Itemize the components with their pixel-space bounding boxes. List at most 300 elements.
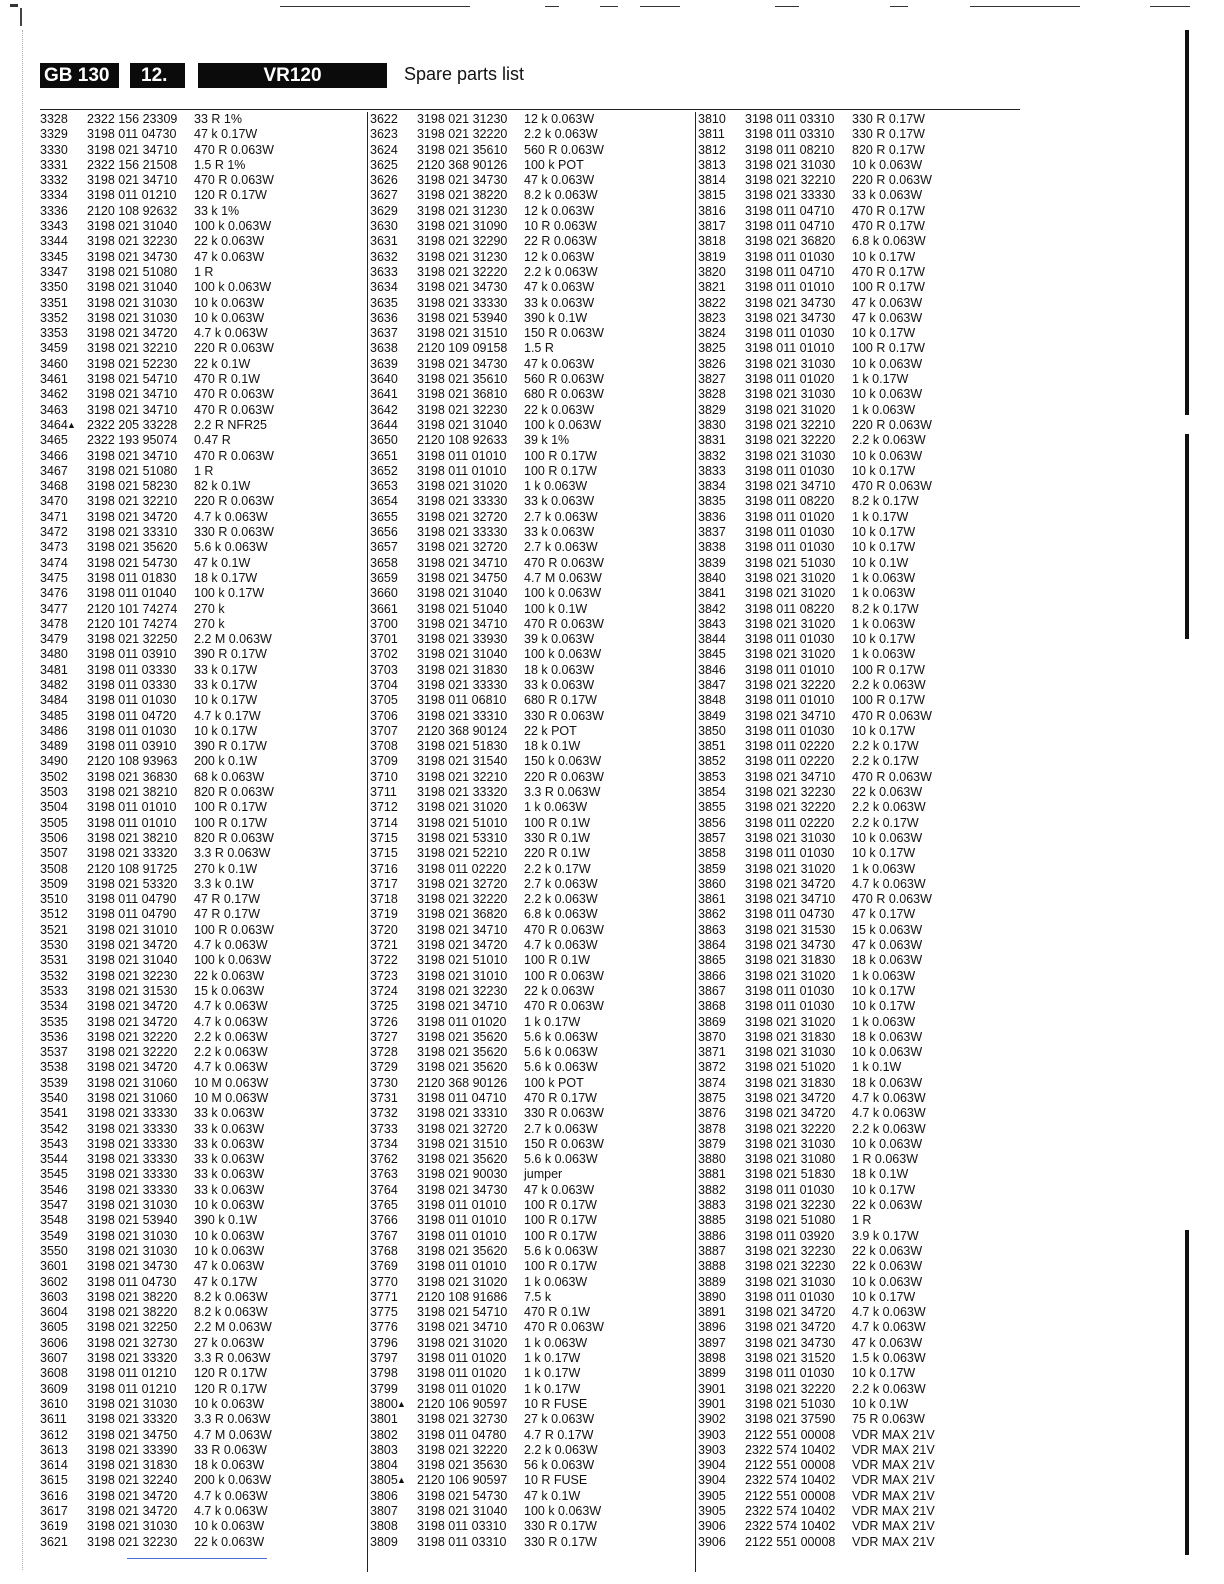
- part-reference: 3864: [698, 938, 726, 953]
- scan-corner-mark: [20, 8, 22, 26]
- part-reference: 3619: [40, 1519, 68, 1534]
- part-description: 22 R 0.063W: [524, 234, 597, 249]
- part-number: 3198 011 01010: [417, 463, 507, 478]
- part-description: 10 k 0.063W: [852, 448, 923, 463]
- part-number: 3198 021 34710: [417, 922, 508, 937]
- part-reference: 3824: [698, 326, 726, 341]
- part-number: 3198 021 34730: [87, 1259, 178, 1274]
- part-reference: 3661: [370, 601, 398, 616]
- part-number: 3198 011 06810: [417, 693, 507, 708]
- part-number: 3198 021 31040: [417, 417, 508, 432]
- part-description: 100 k 0.1W: [524, 601, 588, 616]
- part-reference: 3654: [370, 494, 398, 509]
- part-reference: 3549: [40, 1228, 68, 1243]
- part-reference: 3707: [370, 723, 398, 738]
- part-number: 3198 011 01030: [745, 1182, 835, 1197]
- part-description: 100 k 0.063W: [194, 219, 272, 234]
- part-number: 2120 101 74274: [87, 616, 178, 631]
- part-description: 47 k 0.1W: [194, 555, 251, 570]
- part-description: 390 k 0.1W: [524, 310, 588, 325]
- part-reference: 3849: [698, 708, 726, 723]
- part-number: 3198 011 01030: [745, 1289, 835, 1304]
- part-reference: 3769: [370, 1259, 398, 1274]
- part-description: VDR MAX 21V: [852, 1427, 935, 1442]
- part-reference: 3532: [40, 968, 68, 983]
- part-number: 3198 021 33320: [87, 846, 178, 861]
- part-number: 2322 156 23309: [87, 112, 178, 126]
- part-description: 4.7 k 0.063W: [194, 1060, 268, 1075]
- part-number: 3198 011 03330: [87, 677, 177, 692]
- part-reference: 3728: [370, 1045, 398, 1060]
- part-reference: 3775: [370, 1305, 398, 1320]
- part-number: 3198 021 34720: [87, 509, 178, 524]
- part-number: 2322 574 10402: [745, 1442, 836, 1457]
- part-reference: 3821: [698, 280, 726, 295]
- part-reference: 3489: [40, 739, 68, 754]
- part-number: 3198 021 34720: [417, 938, 508, 953]
- part-description: 47 k 0.063W: [524, 280, 595, 295]
- part-description: 470 R 0.063W: [194, 402, 274, 417]
- part-number: 3198 021 36820: [417, 907, 508, 922]
- part-description: 1 k 0.063W: [852, 570, 916, 585]
- part-description: 22 k 0.063W: [194, 234, 265, 249]
- part-description: 2.2 k 0.063W: [524, 127, 598, 142]
- part-reference: 3814: [698, 173, 726, 188]
- part-reference: 3703: [370, 662, 398, 677]
- part-description: 220 R 0.063W: [194, 494, 274, 509]
- part-number: 3198 021 38220: [87, 1289, 178, 1304]
- part-description: 1 k 0.063W: [852, 968, 916, 983]
- part-description: 1 k 0.063W: [852, 616, 916, 631]
- part-description: 2.2 M 0.063W: [194, 1320, 272, 1335]
- part-reference: 3874: [698, 1075, 726, 1090]
- part-description: 10 k 0.17W: [852, 1289, 916, 1304]
- part-reference: 3625: [370, 157, 398, 172]
- part-reference: 3470: [40, 494, 68, 509]
- part-number: 3198 021 35620: [417, 1060, 508, 1075]
- part-number: 3198 011 03920: [745, 1228, 835, 1243]
- part-number: 3198 021 33330: [417, 295, 508, 310]
- part-number: 3198 021 31830: [745, 953, 836, 968]
- part-number: 3198 021 31040: [87, 280, 178, 295]
- part-description: 150 k 0.063W: [524, 754, 602, 769]
- part-number: 3198 011 01210: [87, 188, 177, 203]
- part-reference: 3905: [698, 1504, 726, 1519]
- part-number: 3198 021 31040: [417, 1504, 508, 1519]
- part-reference: 3478: [40, 616, 68, 631]
- part-description: 8.2 k 0.063W: [524, 188, 598, 203]
- part-number: 3198 021 34710: [417, 999, 508, 1014]
- part-description: 470 R 0.063W: [852, 708, 932, 723]
- part-reference: 3543: [40, 1136, 68, 1151]
- part-reference: 3656: [370, 525, 398, 540]
- part-reference: 3722: [370, 953, 398, 968]
- part-description: 3.3 R 0.063W: [524, 785, 601, 800]
- part-description: 4.7 M 0.063W: [524, 570, 602, 585]
- part-reference: 3482: [40, 677, 68, 692]
- part-reference: 3650: [370, 433, 398, 448]
- part-description: 10 k 0.063W: [194, 295, 265, 310]
- part-number: 3198 011 03910: [87, 647, 177, 662]
- part-reference: 3809: [370, 1534, 398, 1549]
- part-description: 100 R 0.17W: [852, 693, 925, 708]
- part-description: 150 R 0.063W: [524, 326, 604, 341]
- part-number: 3198 021 51040: [417, 601, 508, 616]
- part-description: 2.2 k 0.063W: [524, 892, 598, 907]
- part-description: 10 k 0.063W: [194, 310, 265, 325]
- part-reference: 3825: [698, 341, 726, 356]
- part-description: jumper: [524, 1167, 563, 1182]
- part-number: 2120 101 74274: [87, 601, 178, 616]
- part-number: 3198 021 32250: [87, 632, 178, 647]
- part-description: 470 R 0.17W: [524, 1091, 597, 1105]
- part-description: 100 R 0.17W: [524, 463, 597, 478]
- part-reference: 3860: [698, 876, 726, 891]
- part-number: 3198 021 31020: [745, 402, 836, 417]
- part-reference: 3546: [40, 1182, 68, 1197]
- part-number: 3198 011 01010: [417, 1228, 507, 1243]
- part-description: 200 k 0.063W: [194, 1473, 272, 1488]
- part-number: 3198 021 31030: [745, 157, 836, 172]
- part-number: 3198 021 31030: [745, 830, 836, 845]
- part-description: 22 k 0.063W: [852, 1259, 923, 1274]
- part-reference: 3535: [40, 1014, 68, 1029]
- part-reference: 3851: [698, 739, 726, 754]
- part-reference: 3866: [698, 968, 726, 983]
- part-number: 3198 021 33330: [745, 188, 836, 203]
- part-number: 3198 021 34720: [87, 1504, 178, 1519]
- part-reference: 3880: [698, 1152, 726, 1167]
- part-number: 3198 011 01020: [417, 1014, 507, 1029]
- part-reference: 3882: [698, 1182, 726, 1197]
- part-description: 100 R 0.1W: [524, 815, 591, 830]
- part-description: 10 k 0.17W: [852, 525, 916, 540]
- part-description: 4.7 k 0.063W: [194, 999, 268, 1014]
- part-number: 3198 021 33330: [417, 494, 508, 509]
- part-reference: 3906: [698, 1534, 726, 1549]
- part-number: 3198 021 54730: [417, 1488, 508, 1503]
- part-number: 3198 021 31010: [87, 922, 178, 937]
- part-reference: 3881: [698, 1167, 726, 1182]
- part-description: 47 k 0.063W: [194, 249, 265, 264]
- part-description: 10 k 0.17W: [194, 693, 258, 708]
- part-number: 3198 021 31030: [87, 295, 178, 310]
- part-description: 33 k 0.17W: [194, 662, 258, 677]
- part-number: 3198 011 04730: [87, 1274, 177, 1289]
- part-description: 39 k 1%: [524, 433, 570, 448]
- part-number: 3198 011 01010: [745, 662, 835, 677]
- part-description: 100 R 0.063W: [194, 922, 274, 937]
- part-reference: 3856: [698, 815, 726, 830]
- part-description: 4.7 k 0.063W: [194, 1014, 268, 1029]
- part-description: VDR MAX 21V: [852, 1473, 935, 1488]
- part-number: 3198 011 01030: [745, 525, 835, 540]
- part-description: 100 R 0.17W: [524, 448, 597, 463]
- part-reference: 3898: [698, 1351, 726, 1366]
- part-reference: 3723: [370, 968, 398, 983]
- part-reference: 3726: [370, 1014, 398, 1029]
- part-number: 2120 108 91725: [87, 861, 178, 876]
- part-number: 3198 021 33330: [87, 1106, 178, 1121]
- part-description: 3.3 R 0.063W: [194, 1412, 271, 1427]
- part-description: 4.7 k 0.063W: [194, 509, 268, 524]
- part-description: 560 R 0.063W: [524, 142, 604, 157]
- part-number: 2120 109 09158: [417, 341, 508, 356]
- part-description: 2.2 k 0.063W: [852, 800, 926, 815]
- part-description: 1 k 0.17W: [524, 1381, 581, 1396]
- part-description: 4.7 k 0.063W: [524, 938, 598, 953]
- part-description: 1 k 0.063W: [852, 586, 916, 601]
- part-number: 3198 021 34730: [745, 310, 836, 325]
- part-description: 150 R 0.063W: [524, 1136, 604, 1151]
- part-number: 3198 021 32220: [417, 892, 508, 907]
- part-description: 3.3 R 0.063W: [194, 1351, 271, 1366]
- part-reference: 3702: [370, 647, 398, 662]
- part-number: 3198 021 34710: [745, 708, 836, 723]
- part-description: 22 k 0.063W: [524, 402, 595, 417]
- part-description: VDR MAX 21V: [852, 1442, 935, 1457]
- part-number: 3198 021 58230: [87, 479, 178, 494]
- part-number: 3198 021 54710: [87, 372, 178, 387]
- part-reference: 3503: [40, 785, 68, 800]
- part-number: 2120 368 90126: [417, 1075, 508, 1090]
- part-description: 47 k 0.17W: [852, 907, 916, 922]
- part-number: 3198 021 31230: [417, 249, 508, 264]
- part-reference: 3330: [40, 142, 68, 157]
- scan-edge-bar: [1185, 1230, 1189, 1555]
- part-number: 3198 011 04790: [87, 892, 177, 907]
- part-reference: 3832: [698, 448, 726, 463]
- part-reference: 3641: [370, 387, 398, 402]
- part-description: 1 k 0.063W: [852, 1014, 916, 1029]
- part-number: 3198 021 90030: [417, 1167, 508, 1182]
- part-description: 10 k 0.063W: [852, 157, 923, 172]
- part-description: 75 R 0.063W: [852, 1412, 925, 1427]
- part-description: 470 R 0.063W: [524, 1320, 604, 1335]
- part-reference: 3888: [698, 1259, 726, 1274]
- part-reference: 3770: [370, 1274, 398, 1289]
- part-number: 3198 011 08220: [745, 601, 835, 616]
- part-description: 2.2 k 0.17W: [524, 861, 591, 876]
- part-reference: 3734: [370, 1136, 398, 1151]
- part-reference: 3537: [40, 1045, 68, 1060]
- part-number: 3198 021 35620: [417, 1243, 508, 1258]
- part-number: 3198 021 31020: [417, 479, 508, 494]
- scan-edge-bar: [1185, 434, 1189, 639]
- part-reference: 3862: [698, 907, 726, 922]
- part-reference: 3657: [370, 540, 398, 555]
- part-description: 33 k 0.063W: [852, 188, 923, 203]
- part-number: 3198 021 32210: [417, 769, 508, 784]
- part-description: 2.7 k 0.063W: [524, 540, 598, 555]
- part-number: 3198 011 01030: [745, 999, 835, 1014]
- part-reference: 3858: [698, 846, 726, 861]
- part-description: 330 R 0.063W: [194, 525, 274, 540]
- part-description: 47 k 0.063W: [194, 1259, 265, 1274]
- part-description: 1.5 k 0.063W: [852, 1351, 926, 1366]
- part-reference: 3708: [370, 739, 398, 754]
- part-number: 3198 021 31020: [745, 861, 836, 876]
- part-description: 1 k 0.063W: [524, 1335, 588, 1350]
- part-reference: 3835: [698, 494, 726, 509]
- part-reference: 3624: [370, 142, 398, 157]
- part-number: 3198 021 33930: [417, 632, 508, 647]
- part-reference: 3767: [370, 1228, 398, 1243]
- part-description: 100 R 0.17W: [852, 341, 925, 356]
- part-reference: 3712: [370, 800, 398, 815]
- safety-warning-icon: ▲: [67, 419, 76, 430]
- part-reference: 3612: [40, 1427, 68, 1442]
- part-number: 3198 011 01010: [745, 341, 835, 356]
- part-reference: 3817: [698, 219, 726, 234]
- part-reference: 3506: [40, 830, 68, 845]
- part-number: 3198 021 53940: [87, 1213, 178, 1228]
- part-number: 2122 551 00008: [745, 1488, 836, 1503]
- part-number: 3198 021 36830: [87, 769, 178, 784]
- part-reference: 3486: [40, 723, 68, 738]
- part-number: 3198 011 08210: [745, 142, 835, 157]
- part-reference: 3861: [698, 892, 726, 907]
- part-number: 3198 011 04710: [745, 264, 835, 279]
- part-reference: 3764: [370, 1182, 398, 1197]
- part-number: 3198 021 34730: [417, 280, 508, 295]
- part-reference: 3601: [40, 1259, 68, 1274]
- part-reference: 3521: [40, 922, 68, 937]
- part-number: 3198 021 51830: [417, 739, 508, 754]
- part-description: 2.2 k 0.17W: [852, 815, 919, 830]
- part-description: 470 R 0.063W: [852, 769, 932, 784]
- part-description: 8.2 k 0.17W: [852, 601, 919, 616]
- part-description: 10 k 0.063W: [852, 1274, 923, 1289]
- part-description: 10 k 0.17W: [852, 983, 916, 998]
- part-description: 5.6 k 0.063W: [524, 1243, 598, 1258]
- part-description: 2.7 k 0.063W: [524, 1121, 598, 1136]
- part-reference: 3480: [40, 647, 68, 662]
- part-description: 6.8 k 0.063W: [852, 234, 926, 249]
- part-reference: 3797: [370, 1351, 398, 1366]
- part-reference: 3621: [40, 1534, 68, 1549]
- part-number: 3198 021 31030: [745, 356, 836, 371]
- part-number: 2322 574 10402: [745, 1519, 836, 1534]
- part-reference: 3704: [370, 677, 398, 692]
- part-description: 100 R 0.17W: [524, 1198, 597, 1213]
- part-number: 3198 011 01010: [417, 1198, 507, 1213]
- part-description: 47 k 0.1W: [524, 1488, 581, 1503]
- part-number: 2120 108 93963: [87, 754, 178, 769]
- part-number: 3198 021 51830: [745, 1167, 836, 1182]
- part-number: 3198 021 34720: [87, 938, 178, 953]
- part-reference: 3853: [698, 769, 726, 784]
- part-number: 2120 368 90124: [417, 723, 508, 738]
- part-reference: 3903: [698, 1442, 726, 1457]
- part-number: 3198 021 35610: [417, 372, 508, 387]
- part-reference: 3846: [698, 662, 726, 677]
- part-description: 10 k 0.17W: [194, 723, 258, 738]
- part-reference: 3729: [370, 1060, 398, 1075]
- part-description: 18 k 0.063W: [852, 953, 923, 968]
- part-number: 3198 021 34710: [417, 616, 508, 631]
- part-description: 10 k 0.17W: [852, 326, 916, 341]
- part-description: 1 k 0.17W: [852, 509, 909, 524]
- part-description: 10 k 0.063W: [852, 830, 923, 845]
- part-reference: 3904: [698, 1458, 726, 1473]
- part-reference: 3609: [40, 1381, 68, 1396]
- part-reference: 3830: [698, 417, 726, 432]
- part-description: 1 R: [194, 264, 214, 279]
- part-number: 2120 368 90126: [417, 157, 508, 172]
- part-number: 3198 021 32220: [87, 1045, 178, 1060]
- part-reference: 3472: [40, 525, 68, 540]
- part-reference: 3512: [40, 907, 68, 922]
- part-reference: 3718: [370, 892, 398, 907]
- part-reference: 3635: [370, 295, 398, 310]
- part-description: 470 R 0.17W: [852, 219, 925, 234]
- part-number: 3198 011 01030: [745, 540, 835, 555]
- part-number: 2322 156 21508: [87, 157, 178, 172]
- part-number: 2120 108 92633: [417, 433, 508, 448]
- part-description: 3.3 R 0.063W: [194, 846, 271, 861]
- part-description: 100 k POT: [524, 157, 584, 172]
- part-number: 3198 011 04790: [87, 907, 177, 922]
- part-number: 3198 011 02220: [417, 861, 507, 876]
- part-number: 3198 021 33310: [87, 525, 178, 540]
- part-description: 4.7 k 0.063W: [852, 1305, 926, 1320]
- part-number: 3198 021 52230: [87, 356, 178, 371]
- part-description: 10 k 0.063W: [194, 1243, 265, 1258]
- part-number: 3198 021 32220: [87, 1029, 178, 1044]
- part-reference: 3530: [40, 938, 68, 953]
- part-description: 390 k 0.1W: [194, 1213, 258, 1228]
- part-description: 22 k 0.063W: [852, 1243, 923, 1258]
- part-description: 100 k 0.063W: [524, 586, 602, 601]
- part-reference: 3541: [40, 1106, 68, 1121]
- part-number: 3198 021 33320: [417, 785, 508, 800]
- part-number: 3198 021 34720: [745, 876, 836, 891]
- part-description: 470 R 0.063W: [524, 922, 604, 937]
- part-reference: 3855: [698, 800, 726, 815]
- part-reference: 3901: [698, 1381, 726, 1396]
- part-number: 3198 011 01030: [745, 846, 835, 861]
- part-number: 3198 021 31530: [87, 983, 178, 998]
- part-reference: 3799: [370, 1381, 398, 1396]
- part-number: 3198 021 34710: [87, 142, 178, 157]
- part-description: 18 k 0.063W: [194, 1458, 265, 1473]
- part-reference: 3627: [370, 188, 398, 203]
- part-number: 3198 021 51020: [745, 1060, 836, 1075]
- part-reference: 3889: [698, 1274, 726, 1289]
- part-description: 3.3 k 0.1W: [194, 876, 254, 891]
- part-description: 22 k 0.063W: [194, 1534, 265, 1549]
- part-description: 2.7 k 0.063W: [524, 876, 598, 891]
- part-number: 3198 021 31830: [417, 662, 508, 677]
- part-number: 3198 021 51030: [745, 555, 836, 570]
- part-reference: 3827: [698, 372, 726, 387]
- part-reference: 3839: [698, 555, 726, 570]
- part-description: 100 R 0.17W: [194, 815, 267, 830]
- scan-artifact-top: [10, 6, 1210, 8]
- part-description: 33 k 0.063W: [194, 1121, 265, 1136]
- part-reference: 3733: [370, 1121, 398, 1136]
- part-number: 3198 011 03310: [417, 1519, 507, 1534]
- part-reference: 3640: [370, 372, 398, 387]
- part-reference: 3803: [370, 1442, 398, 1457]
- part-reference: 3841: [698, 586, 726, 601]
- part-number: 3198 021 34730: [417, 356, 508, 371]
- part-reference: 3548: [40, 1213, 68, 1228]
- part-description: 1 k 0.17W: [524, 1351, 581, 1366]
- part-description: 47 k 0.063W: [852, 310, 923, 325]
- part-description: 33 R 1%: [194, 112, 242, 126]
